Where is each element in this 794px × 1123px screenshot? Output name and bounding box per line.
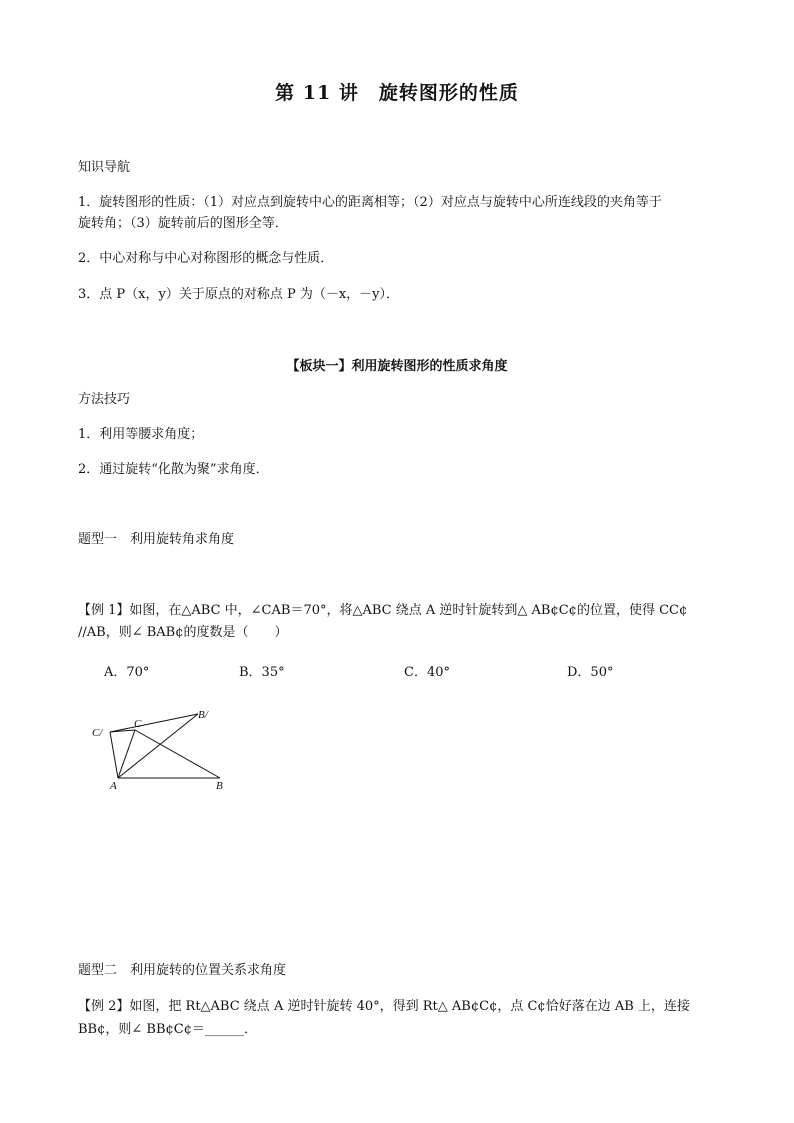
knowledge-item-3: 3．点 P（x，y）关于原点的对称点 P 为（－x，－y）． [78,287,400,302]
type1-title: 题型一 利用旋转角求角度 [78,532,235,547]
label-c: C [134,718,142,730]
method-heading: 方法技巧 [78,392,131,407]
label-b: B [216,780,223,792]
method-item-2: 2．通过旋转“化散为聚”求角度． [78,462,269,477]
example2-line2: BB¢，则∠ BB¢C¢＝______． [78,1022,257,1037]
example2-line1: 【例 2】如图，把 Rt△ABC 绕点 A 逆时针旋转 40°，得到 Rt△ AB¢C¢，点 C¢恰好落在边 AB 上，连接 [78,999,690,1014]
section-knowledge-heading: 知识导航 [78,160,131,175]
knowledge-item-1b: 旋转角；（3）旋转前后的图形全等． [78,216,288,231]
option-a: A．70° [104,665,150,680]
block1-title: 【板块一】利用旋转图形的性质求角度 [286,359,508,374]
label-b-prime: B/ [198,709,208,721]
geometry-figure [80,700,240,800]
edge-c-prime-b-prime [110,714,198,732]
option-c: C．40° [404,665,450,680]
example1-line1: 【例 1】如图，在△ABC 中，∠CAB＝70°，将△ABC 绕点 A 逆时针旋转到△ AB¢C¢的位置，使得 CC¢ [78,603,688,618]
label-a: A [110,780,117,792]
type2-title: 题型二 利用旋转的位置关系求角度 [78,963,287,978]
method-item-1: 1．利用等腰求角度； [78,427,204,442]
option-b: B．35° [239,665,285,680]
knowledge-item-2: 2．中心对称与中心对称图形的概念与性质． [78,251,334,266]
edge-b-prime-a [118,714,198,778]
option-d: D．50° [567,665,614,680]
edge-c-prime-a [110,732,118,778]
label-c-prime: C/ [92,727,103,739]
page-title: 第 11 讲 旋转图形的性质 [275,82,519,104]
knowledge-item-1a: 1．旋转图形的性质：（1）对应点到旋转中心的距离相等；（2）对应点与旋转中心所连线段的夹角等于 [78,195,662,210]
example1-line2: //AB，则∠ BAB¢的度数是（ ） [78,625,288,640]
